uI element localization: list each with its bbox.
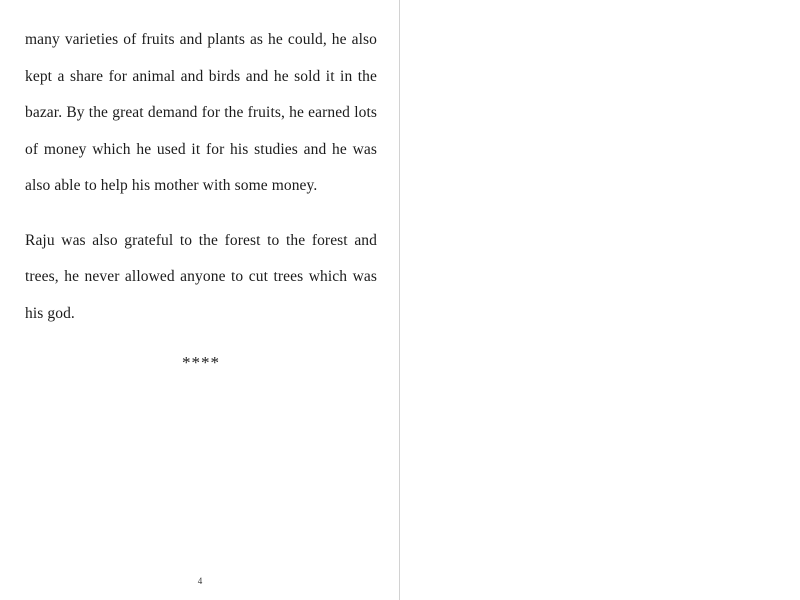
right-page (400, 0, 800, 600)
section-divider: **** (182, 353, 220, 372)
paragraph-2: Raju was also grateful to the forest to the forest and trees, he never allowed anyone to cut trees which was his god. (25, 231, 377, 322)
page-number: 4 (197, 576, 203, 586)
paragraph-1: many varieties of fruits and plants as he could, he also kept a share for animal and birds and he sold it in the bazar. By the great demand for the fruits, he earned lots of money which he used it for his studies and he was also able to help his mother with some money. (25, 31, 377, 194)
body-text-column (25, 22, 377, 380)
